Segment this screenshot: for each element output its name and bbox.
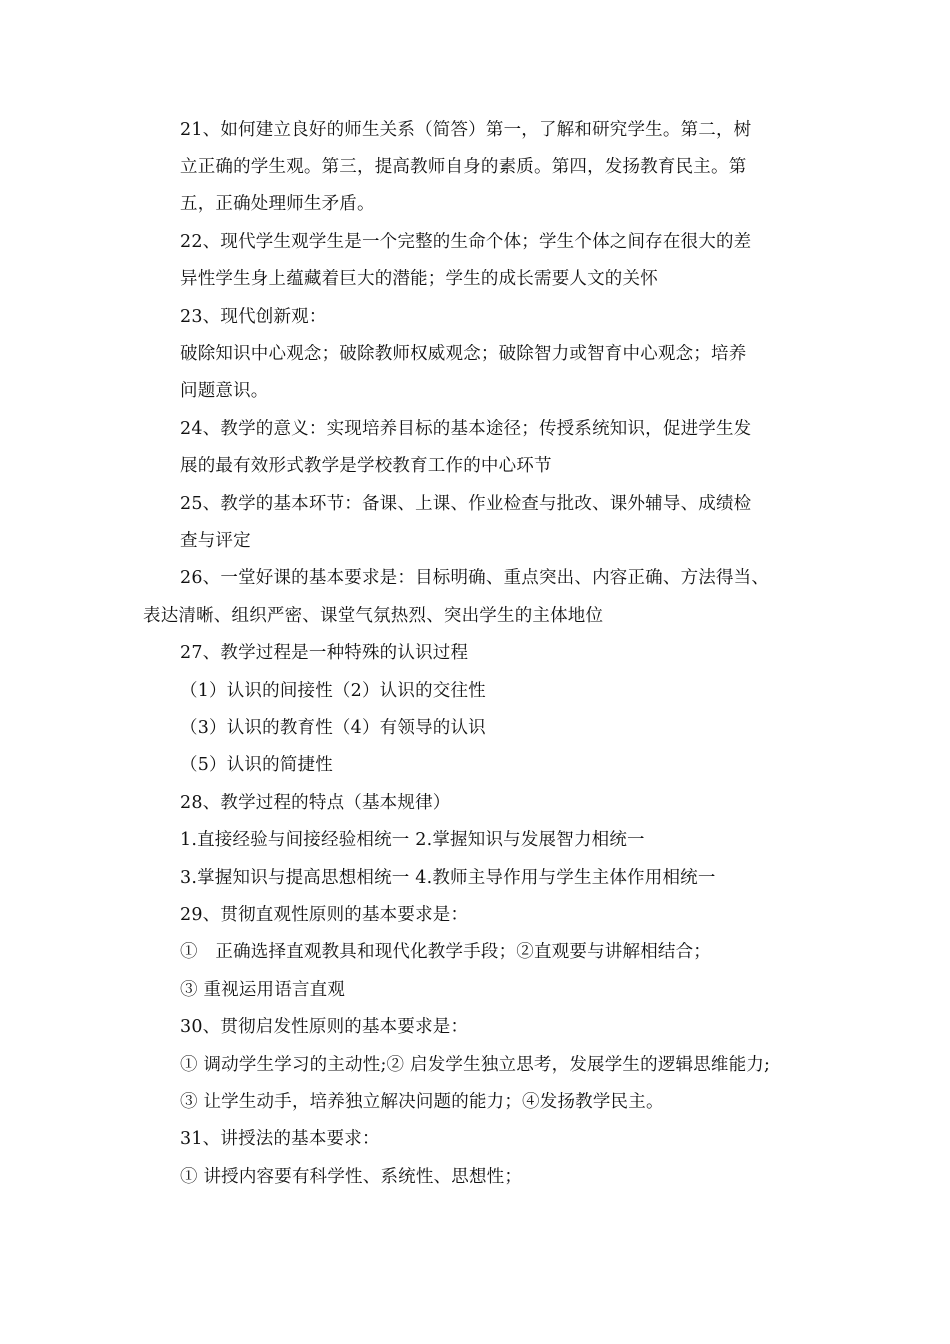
text-line: 破除知识中心观念；破除教师权威观念；破除智力或智育中心观念；培养 <box>180 344 747 364</box>
text-line: 异性学生身上蕴藏着巨大的潜能；学生的成长需要人文的关怀 <box>180 269 658 289</box>
text-line: ③ 让学生动手，培养独立解决问题的能力；④发扬教学民主。 <box>180 1092 664 1112</box>
text-line: 28、教学过程的特点（基本规律） <box>180 793 451 813</box>
text-line: （3）认识的教育性（4）有领导的认识 <box>180 718 486 738</box>
text-line: 3.掌握知识与提高思想相统一 4.教师主导作用与学生主体作用相统一 <box>180 868 716 888</box>
text-line: ① 正确选择直观教具和现代化教学手段；②直观要与讲解相结合； <box>180 942 711 962</box>
text-line: 展的最有效形式教学是学校教育工作的中心环节 <box>180 456 552 476</box>
text-line: 五，正确处理师生矛盾。 <box>180 194 375 214</box>
text-line: 24、教学的意义：实现培养目标的基本途径；传授系统知识，促进学生发 <box>180 419 752 439</box>
text-line: 26、一堂好课的基本要求是：目标明确、重点突出、内容正确、方法得当、 <box>180 568 770 588</box>
text-line: 21、如何建立良好的师生关系（简答）第一，了解和研究学生。第二，树 <box>180 120 752 140</box>
text-line: 25、教学的基本环节：备课、上课、作业检查与批改、课外辅导、成绩检 <box>180 494 752 514</box>
text-line: 30、贯彻启发性原则的基本要求是： <box>180 1017 469 1037</box>
text-line: 问题意识。 <box>180 381 269 401</box>
text-line: 29、贯彻直观性原则的基本要求是： <box>180 905 469 925</box>
text-line: （5）认识的简捷性 <box>180 755 333 775</box>
text-line: 表达清晰、组织严密、课堂气氛热烈、突出学生的主体地位 <box>143 606 604 626</box>
text-line: ③ 重视运用语言直观 <box>180 980 346 1000</box>
text-line: 22、现代学生观学生是一个完整的生命个体；学生个体之间存在很大的差 <box>180 232 752 252</box>
text-line: 查与评定 <box>180 531 251 551</box>
text-line: ① 讲授内容要有科学性、系统性、思想性； <box>180 1167 523 1187</box>
text-line: 1.直接经验与间接经验相统一 2.掌握知识与发展智力相统一 <box>180 830 645 850</box>
text-line: 27、教学过程是一种特殊的认识过程 <box>180 643 469 663</box>
text-line: 立正确的学生观。第三，提高教师自身的素质。第四，发扬教育民主。第 <box>180 157 747 177</box>
text-line: 23、现代创新观： <box>180 307 327 327</box>
text-line: 31、讲授法的基本要求： <box>180 1129 380 1149</box>
text-line: （1）认识的间接性（2）认识的交往性 <box>180 681 486 701</box>
text-line: ① 调动学生学习的主动性;② 启发学生独立思考，发展学生的逻辑思维能力; <box>180 1055 771 1075</box>
